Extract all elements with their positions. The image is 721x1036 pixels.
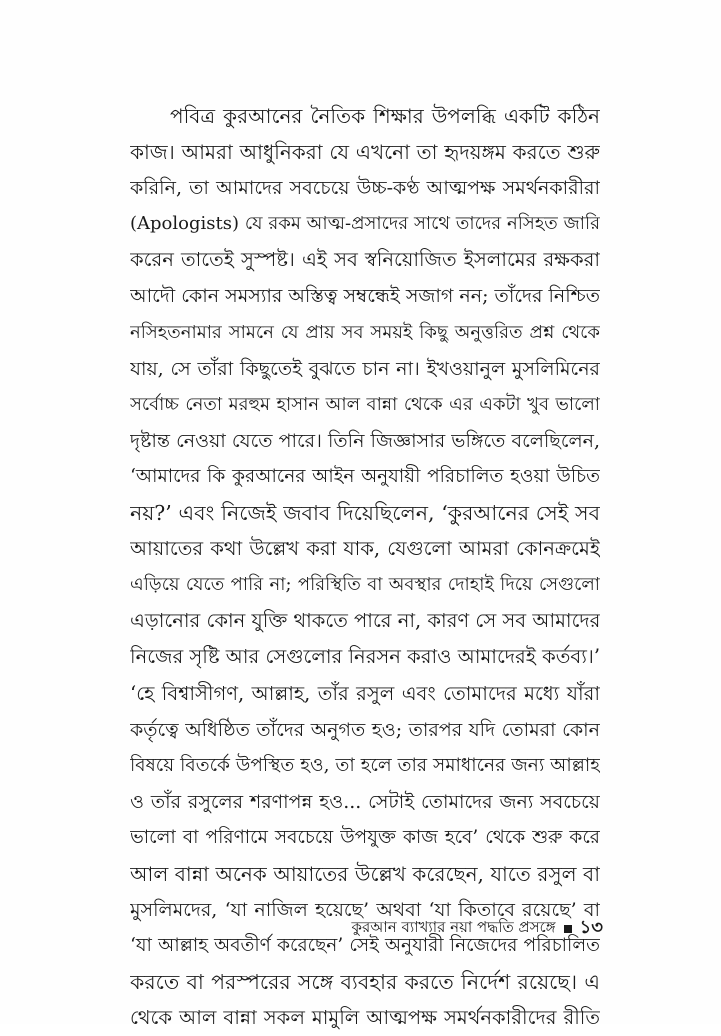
text-line: পবিত্র কুরআনের নৈতিক শিক্ষার উপলব্ধি একটি কঠিন xyxy=(170,104,600,128)
square-bullet-icon xyxy=(564,925,572,933)
text-line: মুসলিমদের, ‘যা নাজিল হয়েছে’ অথবা ‘যা কিতাবে রয়েছে’ বা xyxy=(130,899,600,922)
running-title: কুরআন ব্যাখ্যার নয়া পদ্ধতি প্রসঙ্গে xyxy=(351,918,556,936)
text-line: কাজ। আমরা আধুনিকরা যে এখনো তা হৃদয়ঙ্গম করতে শুরু xyxy=(130,140,600,165)
text-line: কর্তৃত্বে অধিষ্ঠিত তাঁদের অনুগত হও; তারপর যদি তোমরা কোন xyxy=(130,718,600,741)
text-line: (Apologists) যে রকম আত্ম-প্রসাদের সাথে তাদের নসিহত জারি xyxy=(130,213,600,235)
text-line: সর্বোচ্চ নেতা মরহুম হাসান আল বান্না থেকে এর একটা খুব ভালো xyxy=(130,393,600,415)
body-paragraph xyxy=(130,98,600,1036)
text-line: এড়িয়ে যেতে পারি না; পরিস্থিতি বা অবস্থার দোহাই দিয়ে সেগুলো xyxy=(130,574,600,596)
text-line: ও তাঁর রসুলের শরণাপন্ন হও... সেটাই তোমাদের জন্য সবচেয়ে xyxy=(130,790,600,813)
text-line: নিজের সৃষ্টি আর সেগুলোর নিরসন করাও আমাদেরই কর্তব্য।’ xyxy=(130,645,600,669)
page-footer xyxy=(352,913,603,944)
text-line: আয়াতের কথা উল্লেখ করা যাক, যেগুলো আমরা কোনক্রমেই xyxy=(130,537,600,561)
text-line: যায়, সে তাঁরা কিছুতেই বুঝতে চান না। ইখওয়ানুল মুসলিমিনের xyxy=(130,357,600,380)
text-line: আল বান্না অনেক আয়াতের উল্লেখ করেছেন, যাতে রসুল বা xyxy=(130,861,600,886)
text-line: করতে বা পরস্পরের সঙ্গে ব্যবহার করতে নির্দেশ রয়েছে। এ xyxy=(130,970,600,995)
text-line: ‘যা আল্লাহ অবতীর্ণ করেছেন’ সেই অনুযারী নিজেদের পরিচালিত xyxy=(130,935,600,957)
text-line: ‘হে বিশ্বাসীগণ, আল্লাহ, তাঁর রসুল এবং তোমাদের মধ্যে যাঁরা xyxy=(130,681,600,705)
text-line: নয়?’ এবং নিজেই জবাব দিয়েছিলেন, ‘কুরআনের সেই সব xyxy=(130,501,600,526)
page-number: ১৩ xyxy=(579,917,603,938)
text-line: দৃষ্টান্ত নেওয়া যেতে পারে। তিনি জিজ্ঞাসার ভঙ্গিতে বলেছিলেন, xyxy=(130,429,600,452)
text-line: ভালো বা পরিণামে সবচেয়ে উপযুক্ত কাজ হবে’ থেকে শুরু করে xyxy=(130,826,600,848)
text-line: থেকে আল বান্না সকল মামুলি আত্মপক্ষ সমর্থনকারীদের রীতি xyxy=(130,1006,600,1030)
text-line: বিষয়ে বিতর্কে উপস্থিত হও, তা হলে তার সমাধানের জন্য আল্লাহ xyxy=(130,754,600,776)
text-line: ‘আমাদের কি কুরআনের আইন অনুযায়ী পরিচালিত হওয়া উচিত xyxy=(130,465,600,487)
text-line: এড়ানোর কোন যুক্তি থাকতে পারে না, কারণ সে সব আমাদের xyxy=(130,609,600,633)
text-line: করেন তাতেই সুস্পষ্ট। এই সব স্বনিয়োজিত ইসলামের রক্ষকরা xyxy=(130,248,600,272)
text-line: নসিহতনামার সামনে যে প্রায় সব সময়ই কিছু অনুত্তরিত প্রশ্ন থেকে xyxy=(130,321,600,343)
text-line: আদৌ কোন সমস্যার অস্তিত্ব সম্বন্ধেই সজাগ নন; তাঁদের নিশ্চিত xyxy=(130,285,600,308)
text-line: করিনি, তা আমাদের সবচেয়ে উচ্চ-কণ্ঠ আত্মপক্ষ সমর্থনকারীরা xyxy=(130,177,600,200)
